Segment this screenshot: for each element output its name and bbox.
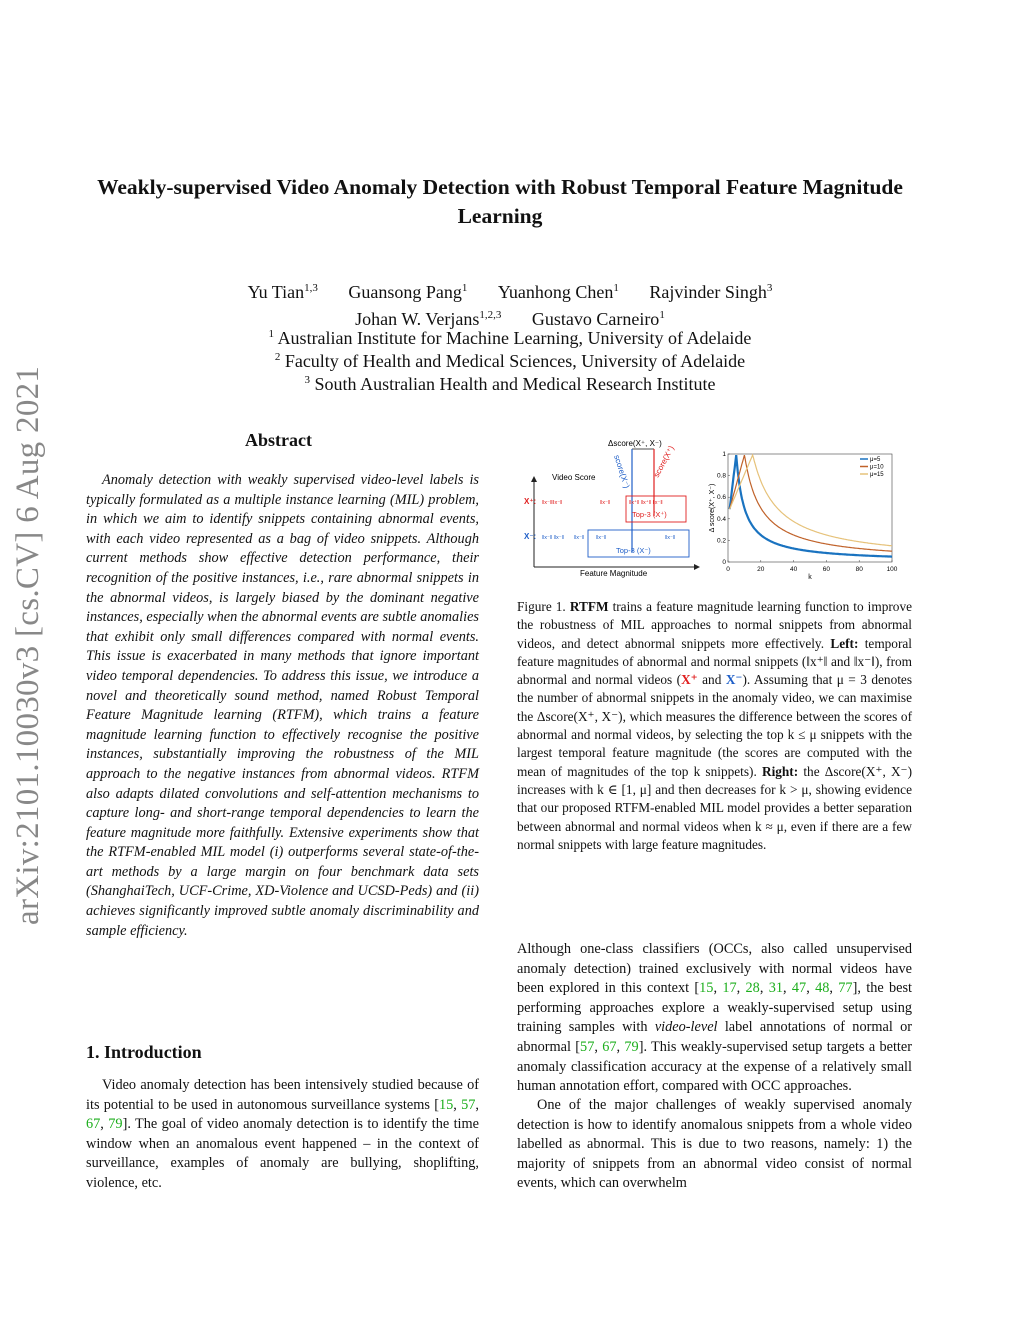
y-tick-label: 0.4 (716, 515, 726, 523)
citation-link[interactable]: 79 (624, 1038, 639, 1055)
abstract-text: Anomaly detection with weakly supervised video-level labels is typically formulated as a multiple instance learning (MIL) problem, in which we aim to identify snippets containing abnormal events, with each video represented as a bag of video snippets. Although current methods show effective detection performance, their recognition of the positive instances, i.e., rare abnormal snippets in the abnormal videos, is largely biased by the dominant negative instances, especially when the abnormal events are subtle anomalies that exhibit only small differences compared with normal events. This issue is exacerbated in many methods that ignore important video temporal dependencies. To address this issue, we introduce a novel and theoretically sound method, named Robust Temporal Feature Magnitude learning (RTFM), which trains a feature magnitude learning function to effectively recognise the positive instances, substantially improving the robustness of the MIL approach to the negative instances from abnormal videos. RTFM also adapts dilated convolutions and self-attention mechanisms to capture long- and short-range temporal dependencies to learn the feature magnitude more faithfully. Extensive experiments show that the RTFM-enabled MIL model (i) outperforms several state-of-the-art methods by a large margin on four benchmark data sets (ShanghaiTech, UCF-Crime, XD-Violence and UCSD-Peds) and (ii) achieves significantly improved subtle anomaly discriminability and sample efficiency. (86, 472, 479, 939)
x-tick-label: 80 (855, 566, 863, 573)
top3-minus-label: Top-3 (X⁻) (616, 546, 651, 555)
score-minus-label: score(X⁻) (612, 453, 632, 490)
author: Gustavo Carneiro$^1$ (531, 308, 665, 329)
citation-link[interactable]: 31 (768, 980, 784, 997)
figure-caption: Figure 1. RTFM trains a feature magnitude learning function to improve the robustness of MIL approaches to normal snippets from abnormal videos, and detect abnormal snippets more effectively. Left: temporal feature magnitudes of abnormal and normal snippets (‖x⁺‖ and ‖x⁻‖), from abnormal and normal videos (X⁺ and X⁻). Assuming that μ = 3 denotes the number of abnormal snippets in the anomaly video, we can maximise the Δscore(X⁺, X⁻), which measures the difference between the scores of abnormal and normal videos, by selecting the top k ≤ μ snippets with the largest temporal feature magnitude (the scores are computed with the mean of magnitudes of the top k snippets). Right: the Δscore(X⁺, X⁻) increases with k ∈ [1, μ] and then decreases for k > μ, showing evidence that our proposed RTFM-enabled MIL model provides a better separation between abnormal and normal videos when k ≈ μ, even if there are a few normal snippets with large feature magnitudes. (517, 599, 913, 852)
affiliation: $^2$ Faculty of Health and Medical Sciences, University of Adelaide (274, 351, 746, 371)
snippet-label: ‖x⁻‖ (596, 535, 607, 541)
citation-link[interactable]: 17 (722, 980, 737, 997)
video-score-label: Video Score (552, 473, 596, 482)
delta-score-chart (708, 451, 898, 581)
y-axis-label: Δ score(X⁺, X⁻) (709, 483, 716, 533)
series-line (730, 455, 892, 551)
author: Yuanhong Chen$^1$ (497, 282, 619, 302)
x-tick-label: 100 (886, 566, 898, 573)
citation-link[interactable]: 57 (580, 1038, 595, 1055)
legend-label: μ=15 (870, 472, 884, 478)
author: Rajvinder Singh$^3$ (649, 282, 773, 302)
section-heading: 1. Introduction (86, 1042, 202, 1062)
body-paragraph: Although one-class classifiers (OCCs, also called unsupervised anomaly detection) trained exclusively with normal videos have been explored in this context [15, 17, 28, 31, 47, 48, 77], the best performing approaches explore a weakly-supervised setup using training samples with video-level label annotations of normal or abnormal [57, 67, 79]. This weakly-supervised setup targets a better anomaly classification accuracy at the expense of a relatively small human annotation effort, compared with OCC approaches. (517, 941, 913, 1095)
y-tick-label: 0 (722, 559, 726, 566)
citation-link[interactable]: 15 (699, 980, 714, 997)
arrow-icon (531, 476, 537, 482)
series-line (730, 455, 892, 556)
citation-link[interactable]: 57 (461, 1096, 476, 1113)
chart-frame (728, 454, 892, 562)
legend-label: μ=10 (870, 464, 884, 471)
x-axis-label: k (808, 574, 812, 581)
citation-link[interactable]: 67 (86, 1116, 101, 1133)
x-tick-label: 40 (789, 566, 798, 573)
y-tick-label: 0.6 (716, 494, 726, 502)
citation-link[interactable]: 79 (108, 1116, 123, 1133)
x-tick-label: 20 (757, 566, 765, 573)
x-plus-label: X⁺: (524, 497, 537, 506)
snippet-label: ‖x⁻‖ (574, 535, 585, 541)
citation-link[interactable]: 28 (745, 980, 760, 997)
figure-1 (512, 434, 917, 584)
affiliation: $^1$ Australian Institute for Machine Learning, University of Adelaide (268, 328, 752, 348)
author: Yu Tian$^{1,3}$ (247, 282, 318, 302)
legend-label: μ=5 (870, 457, 881, 463)
x-tick-label: 0 (726, 566, 730, 573)
feature-magnitude-diagram (524, 439, 700, 578)
affiliation: $^3$ South Australian Health and Medical Research Institute (304, 374, 716, 394)
snippet-label: ‖x⁻‖‖x⁻‖ (542, 500, 563, 506)
snippet-label: ‖x⁺‖ ‖x⁺‖ ‖x⁻‖ (629, 500, 663, 506)
citation-link[interactable]: 15 (438, 1096, 454, 1113)
y-tick-label: 0.2 (716, 537, 726, 545)
snippet-label: ‖x⁻‖ (600, 500, 611, 506)
citation-link[interactable]: 48 (815, 980, 830, 997)
body-paragraph: One of the major challenges of weakly supervised anomaly detection is how to identify anomalous snippets from a whole video labelled as abnormal. This is due to two reasons, namely: 1) the majority of snippets from an abnormal video consist of normal events, which can overwhelm (517, 1097, 912, 1192)
arxiv-stamp: arXiv:2101.10030v3 [cs.CV] 6 Aug 2021 (10, 365, 46, 925)
x-minus-label: X⁻: (524, 532, 537, 541)
feature-magnitude-label: Feature Magnitude (580, 569, 648, 578)
snippet-label: ‖x⁻‖ ‖x⁻‖ (542, 535, 564, 541)
y-tick-label: 0.8 (716, 472, 726, 480)
abstract-heading: Abstract (245, 430, 312, 450)
score-plus-label: score(X⁺) (651, 444, 676, 479)
author: Guansong Pang$^1$ (348, 282, 468, 302)
citation-link[interactable]: 77 (838, 980, 853, 997)
top3-plus-label: Top-3 (X⁺) (632, 510, 667, 519)
author: Johan W. Verjans$^{1,2,3}$ (355, 308, 502, 329)
x-tick-label: 60 (822, 566, 831, 573)
series-line (730, 455, 892, 546)
y-tick-label: 1 (722, 451, 726, 458)
arrow-icon (694, 564, 700, 570)
paper-title: Weakly-supervised Video Anomaly Detection with Robust Temporal Feature Magnitude Learning (97, 175, 903, 228)
snippet-label: ‖x⁻‖ (665, 535, 676, 541)
delta-score-label: Δscore(X⁺, X⁻) (608, 439, 662, 448)
citation-link[interactable]: 47 (791, 980, 807, 997)
intro-paragraph: Video anomaly detection has been intensively studied because of its potential to be used in autonomous surveillance systems [15, 57, 67, 79]. The goal of video anomaly detection is to identify the time window when an anomalous event happened – in the context of surveillance, examples of anomaly are bullying, shoplifting, violence, etc. (86, 1077, 479, 1191)
citation-link[interactable]: 67 (602, 1038, 617, 1055)
